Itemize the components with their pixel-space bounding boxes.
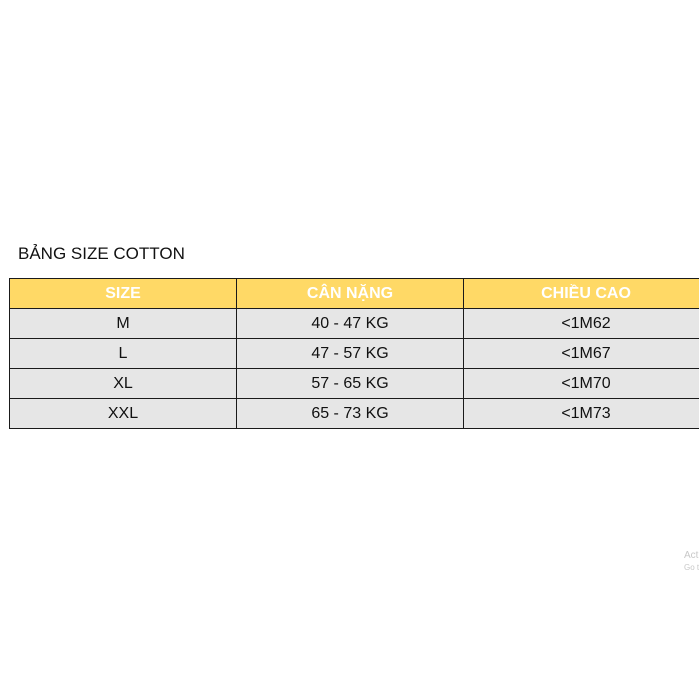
activation-watermark	[684, 550, 699, 574]
cell-weight: 40 - 47 KG	[237, 309, 464, 339]
cell-size: M	[10, 309, 237, 339]
table-row	[10, 369, 699, 399]
cell-weight: 65 - 73 KG	[237, 399, 464, 429]
cell-size: XXL	[10, 399, 237, 429]
cell-size: L	[10, 339, 237, 369]
cell-height: <1M67	[464, 339, 699, 369]
watermark-line-2: Go t	[684, 563, 699, 572]
size-chart-table	[9, 278, 699, 429]
table-row	[10, 399, 699, 429]
cell-height: <1M73	[464, 399, 699, 429]
header-height: CHIỀU CAO	[464, 279, 699, 309]
cell-height: <1M62	[464, 309, 699, 339]
cell-size: XL	[10, 369, 237, 399]
header-weight: CÂN NẶNG	[237, 279, 464, 309]
watermark-line-1: Act	[684, 550, 699, 561]
cell-weight: 47 - 57 KG	[237, 339, 464, 369]
header-size: SIZE	[10, 279, 237, 309]
size-chart-title: BẢNG SIZE COTTON	[18, 244, 185, 263]
table-header-row	[10, 279, 699, 309]
table-row	[10, 339, 699, 369]
cell-weight: 57 - 65 KG	[237, 369, 464, 399]
table-row	[10, 309, 699, 339]
cell-height: <1M70	[464, 369, 699, 399]
